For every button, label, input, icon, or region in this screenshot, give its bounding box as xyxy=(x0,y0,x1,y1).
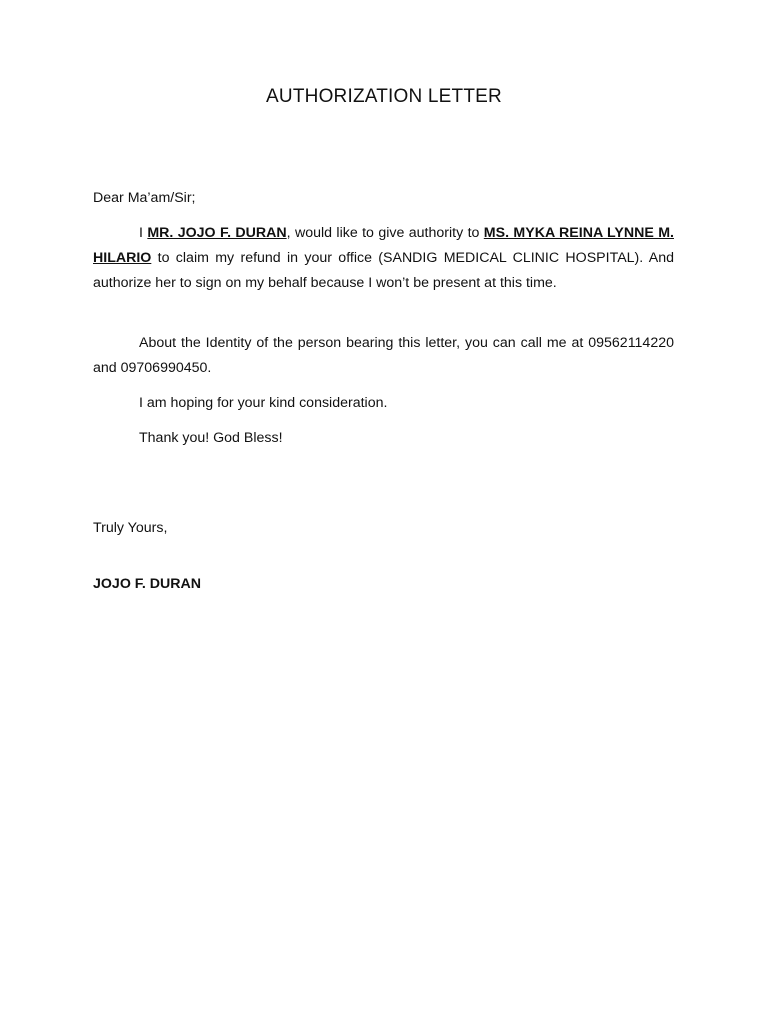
paragraph-contact: About the Identity of the person bearing this letter, you can call me at 09562114220 and 09706990450. xyxy=(93,335,674,376)
salutation: Dear Ma’am/Sir; xyxy=(93,190,196,206)
closing: Truly Yours, xyxy=(93,520,168,536)
p1-text-2: , would like to give authority to xyxy=(286,225,484,241)
signature-name: JOJO F. DURAN xyxy=(93,576,201,592)
p1-text-1: I xyxy=(139,225,148,241)
paragraph-authorization xyxy=(93,221,674,296)
paragraph-thanks: Thank you! God Bless! xyxy=(139,430,283,446)
grantor-name: MR. JOJO F. DURAN xyxy=(147,225,287,241)
letter-title: AUTHORIZATION LETTER xyxy=(266,86,502,107)
paragraph-consideration: I am hoping for your kind consideration. xyxy=(139,395,388,411)
grantee-name: MS. MYKA REINA LYNNE M. HILARIO xyxy=(93,225,674,266)
p1-text-3: to claim my refund in your office (SANDIG MEDICAL CLINIC HOSPITAL). And authorize her to sign on my behalf because I won’t be present at this time. xyxy=(93,250,674,291)
